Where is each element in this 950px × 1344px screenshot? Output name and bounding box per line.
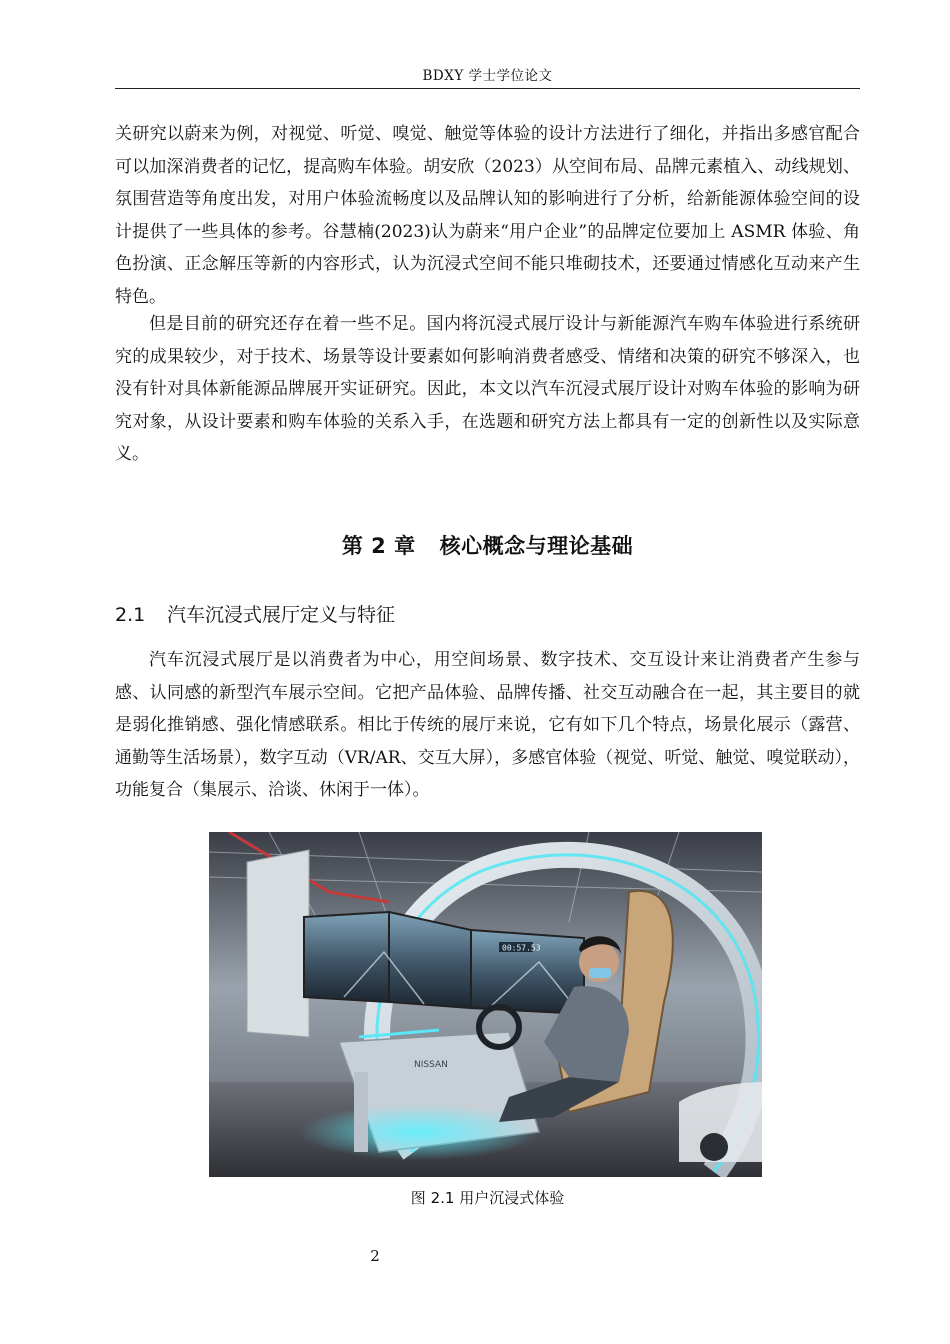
figure-caption [115, 1187, 860, 1209]
page-number-text: 2 [370, 1247, 380, 1265]
paragraph-3 [115, 644, 860, 807]
section-title: 汽车沉浸式展厅定义与特征 [167, 604, 396, 626]
chapter-heading [115, 530, 860, 562]
figure-photo [209, 832, 762, 1177]
section-number: 2.1 [115, 604, 146, 626]
paragraph-text: 但是目前的研究还存在着一些不足。国内将沉浸式展厅设计与新能源汽车购车体验进行系统研究的成果较少，对于技术、场景等设计要素如何影响消费者感受、情绪和决策的研究不够深入，也没有针对具体新能源品牌展开实证研究。因此，本文以汽车沉浸式展厅设计对购车体验的影响为研究对象，从设计要素和购车体验的关系入手，在选题和研究方法上都具有一定的创新性以及实际意义。 [115, 314, 860, 464]
center-screen [389, 912, 471, 1008]
page-number [115, 1246, 635, 1266]
support-leg [354, 1072, 368, 1152]
chapter-title: 核心概念与理论基础 [439, 534, 634, 558]
chapter-number: 第 2 章 [341, 534, 416, 558]
section-heading [115, 600, 395, 630]
paragraph-text: 汽车沉浸式展厅是以消费者为中心，用空间场景、数字技术、交互设计来让消费者产生参与感、认同感的新型汽车展示空间。它把产品体验、品牌传播、社交互动融合在一起，其主要目的就是弱化推销感、强化情感联系。相比于传统的展厅来说，它有如下几个特点，场景化展示（露营、通勤等生活场景），数字互动（VR/AR、交互大屏），多感官体验（视觉、听觉、触觉、嗅觉联动），功能复合（集展示、洽谈、休闲于一体）。 [115, 650, 860, 800]
paragraph-2 [115, 308, 860, 471]
brand-label: NISSAN [414, 1060, 448, 1070]
header-title: BDXY 学士学位论文 [422, 68, 553, 84]
page-header [115, 66, 860, 89]
simulator-photo-illustration [209, 832, 762, 1177]
left-screen [304, 912, 389, 1002]
screen-timer: 00:57.53 [502, 943, 541, 953]
paragraph-text: 关研究以蔚来为例，对视觉、听觉、嗅觉、触觉等体验的设计方法进行了细化，并指出多感官配合可以加深消费者的记忆，提高购车体验。胡安欣（2023）从空间布局、品牌元素植入、动线规划、氛围营造等角度出发，对用户体验流畅度以及品牌认知的影响进行了分析，给新能源体验空间的设计提供了一些具体的参考。谷慧楠(2023)认为蔚来“用户企业”的品牌定位要加上 ASMR 体验、角色扮演、正念解压等新的内容形式，认为沉浸式空间不能只堆砌技术，还要通过情感化互动来产生特色。 [115, 124, 860, 307]
paragraph-1 [115, 118, 860, 313]
caption-text: 图 2.1 用户沉浸式体验 [410, 1189, 565, 1207]
face-mask [589, 968, 611, 978]
car-wheel [700, 1133, 728, 1161]
display-panel [247, 850, 309, 1037]
